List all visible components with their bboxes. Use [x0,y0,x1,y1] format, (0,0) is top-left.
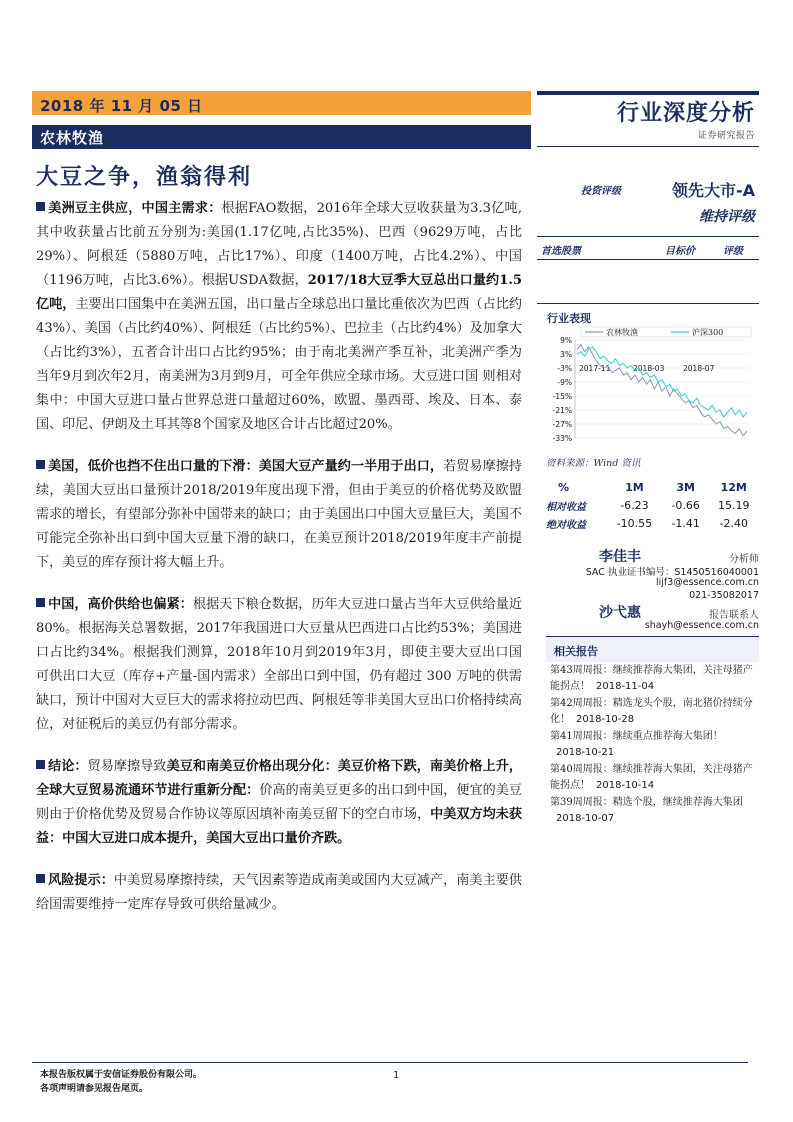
stock-header-pick: 首选股票 [541,246,581,257]
perf-row-label: 绝对收益 [546,519,586,531]
body-paragraph [36,455,522,575]
y-tick-label: -9% [557,378,572,387]
analyst-name: 李佳丰 [599,549,641,565]
analyst-sac: SAC 执业证书编号：S1450516040001 [585,567,759,578]
square-bullet-icon [36,760,45,769]
related-report-title: 第41周周报：继续重点推荐海大集团！ [550,731,723,742]
footer-rule [32,1062,748,1063]
performance-table [546,478,759,532]
related-title: 相关报告 [546,637,759,662]
footer-copyright: 本报告版权属于安信证券股份有限公司。 [40,1070,203,1080]
sector-name: 农林牧渔 [40,129,105,147]
stock-header-target: 目标价 [665,246,695,257]
bold-run: 美豆和南美豆价格出现分化：美豆价格下跌，南美价格上升，全球大豆贸易流通环节进行重新分配： [36,759,523,798]
perf-header-pct: % [558,480,570,494]
bold-run: 2017/18大豆季大豆总出口量约1.5亿吨， [36,273,522,312]
bold-run: 中国，高价供给也偏紧： [48,597,193,612]
perf-row-absolute [546,514,759,532]
perf-header-12m: 12M [720,480,747,494]
text-run: 根据FAO数据，2016年全球大豆收获量为3.3亿吨,其中收获量占比前五分别为:美国(1.17亿吨,占比35%)、巴西（9629万吨，占比29%）、阿根廷（5880万吨，占比17%）、印度（1400万吨，占比4.2%）、中国（1196万吨，占比3.6%）。根据USDA数据， [36,201,522,288]
perf-cell: -10.55 [616,516,653,530]
x-tick-label: 2018-07 [683,364,715,373]
body-paragraph [36,869,522,917]
related-report-item[interactable] [546,762,759,794]
bold-run: 美国，低价也挡不住出口量的下滑：美国大豆产量约一半用于出口， [48,459,444,474]
header-rule-top [537,91,759,95]
bold-run: 中美双方均未获益：中国大豆进口成本提升，美国大豆出口量价齐跌。 [36,807,523,846]
sector-bar [32,125,531,149]
square-bullet-icon [36,460,45,469]
report-date: 2018 年 11 月 05 日 [40,97,203,115]
rating-value: 领先大市-A [671,181,755,200]
perf-row-label: 相对收益 [546,501,586,513]
contact-name: 沙弋惠 [599,605,641,621]
text-run: 价高的南美豆更多的出口到中国，便宜的美豆则由于价格优势及贸易合作协议等原因填补南美豆留下的空白市场， [36,783,523,822]
text-run: 中美贸易摩擦持续，天气因素等造成南美或国内大豆减产，南美主要供给国需要维持一定库存导致可供给量减少。 [36,873,522,912]
footer-notice: 各项声明请参见报告尾页。 [40,1084,149,1094]
analyst-phone: 021-35082017 [689,590,759,601]
performance-box [537,303,759,448]
contact-email[interactable]: shayh@essence.com.cn [644,620,759,631]
bold-run: 结论： [48,759,88,774]
y-tick-label: 3% [560,350,572,359]
related-report-title: 第40周周报：继续推荐海大集团，关注母猪产能拐点！ [550,764,753,791]
related-report-date: 2018-10-07 [556,813,615,824]
x-tick-label: 2018-03 [633,364,665,373]
related-report-title: 第43周周报：继续推荐海大集团，关注母猪产能拐点！ [550,665,753,692]
perf-cell: -0.66 [671,498,700,512]
bold-run: 美洲豆主供应，中国主需求： [48,201,222,216]
perf-header-3m: 3M [676,480,695,494]
related-report-title: 第42周周报：精选龙头个股，南北猪价持续分化！ [550,698,753,725]
related-report-item[interactable] [546,663,759,695]
chart-source: 资料来源：Wind 资讯 [546,458,641,469]
rating-row [537,178,759,200]
contact-role: 报告联系人 [709,610,759,621]
report-type: 行业深度分析 [616,100,755,126]
main-title: 大豆之争，渔翁得利 [36,164,253,190]
related-report-date: 2018-10-14 [596,780,655,791]
perf-table-header [546,478,759,496]
related-report-item[interactable] [546,795,759,827]
related-reports [546,636,759,827]
header-rule-bottom [537,146,759,147]
stock-header-rating: 评级 [723,246,743,257]
square-bullet-icon [36,202,45,211]
perf-cell: -6.23 [620,498,649,512]
main-body [36,197,522,917]
performance-chart [537,326,759,448]
y-tick-label: 9% [560,336,572,345]
perf-cell: -1.41 [671,516,700,530]
related-report-date: 2018-10-28 [576,714,635,725]
related-report-item[interactable] [546,729,759,761]
perf-cell: 15.19 [717,498,750,512]
bold-run: 风险提示： [48,873,114,888]
analyst-block [537,540,759,630]
performance-title: 行业表现 [547,312,591,325]
series-line-agri [577,345,747,436]
square-bullet-icon [36,598,45,607]
body-paragraph [36,197,522,437]
body-paragraph [36,755,522,851]
x-tick-label: 2017-11 [579,364,611,373]
y-tick-label: -21% [552,406,572,415]
square-bullet-icon [36,874,45,883]
related-report-title: 第39周周报：精选个股，继续推荐海大集团 [550,797,743,808]
perf-row-relative [546,496,759,514]
perf-header-1m: 1M [625,480,644,494]
text-run: 若贸易摩擦持续，美国大豆出口量预计2018/2019年度出现下滑，但由于美豆的价格优势及欧盟需求的增长，有望部分弥补中国带来的缺口；由于美国出口中国大豆量巨大，美国不可能完全弥补出口到中国大豆量下滑的缺口，在美豆预计2018/2019年度丰产前提下，美豆的库存预计将大幅上升。 [36,459,523,570]
analyst-email[interactable]: lijf3@essence.com.cn [655,577,759,588]
y-tick-label: -33% [552,434,572,443]
related-report-date: 2018-11-04 [596,681,655,692]
related-report-date: 2018-10-21 [556,747,615,758]
report-subtitle: 证券研究报告 [697,131,755,141]
y-tick-label: -15% [552,392,572,401]
legend-label: 农林牧渔 [606,328,638,337]
rating-status: 维持评级 [699,209,755,225]
rating-label: 投资评级 [581,186,621,197]
text-run: 主要出口国集中在美洲五国，出口量占全球总出口量比重依次为巴西（占比约43%）、美国（占比约40%）、阿根廷（占比约5%）、巴拉圭（占比约4%）及加拿大（占比约3%），五者合计出口占比约95%；由于南北美洲产季互补，北美洲产季为当年9月到次年2月，南美洲为3月到9月，可全年供应全球市场。大豆进口国 则相对集中：中国大豆进口量占世界总进口量超过60%，欧盟、墨西哥、埃及、日本、泰国、印尼、伊朗及土耳其等8个国家及地区合计占比超过20%。 [36,297,523,432]
legend-label: 沪深300 [692,328,724,337]
related-report-item[interactable] [546,696,759,728]
body-paragraph [36,593,522,737]
footer-disclaimer [40,1068,202,1096]
y-tick-label: -3% [557,364,572,373]
y-tick-label: -27% [552,420,572,429]
perf-cell: -2.40 [719,516,748,530]
stock-header [537,236,759,260]
page-number: 1 [393,1070,400,1081]
text-run: 根据天下粮仓数据，历年大豆进口量占当年大豆供给量近80%。根据海关总署数据，2017年我国进口大豆量从巴西进口占比约53%；美国进口占比约34%。根据我们测算，2018年10月到2019年3月，即使主要大豆出口国可供出口大豆（库存+产量-国内需求）全部出口到中国，仍有超过 300 万吨的供需缺口，预计中国对大豆巨大的需求将拉动巴西、阿根廷等非美国大豆出口价格持续高位，对征税后的美豆仍有部分需求。 [36,597,522,732]
analyst-role: 分析师 [729,554,759,565]
text-run: 贸易摩擦导致 [87,759,167,774]
